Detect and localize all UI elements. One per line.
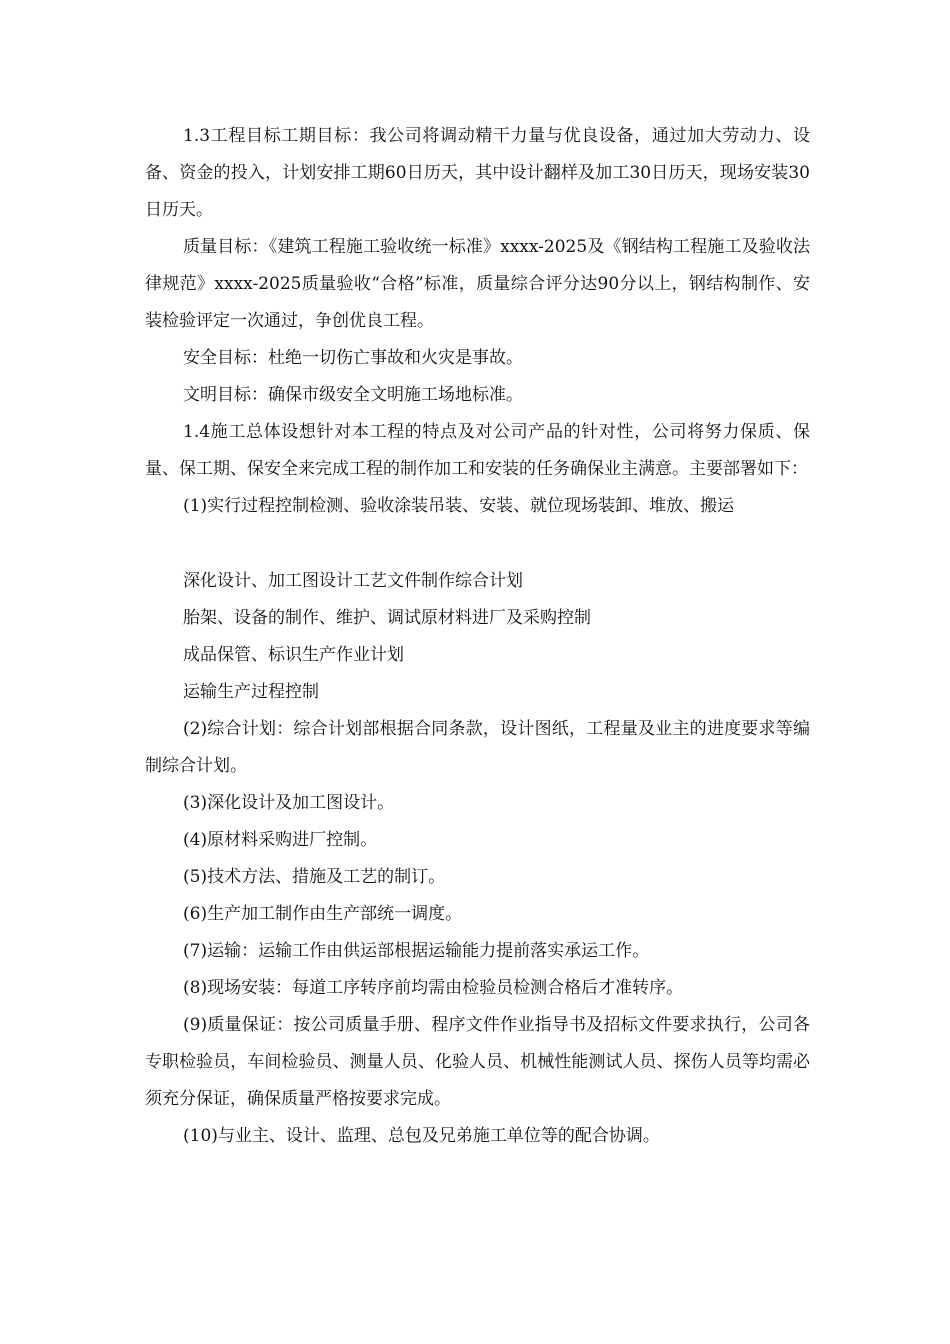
paragraph-item-9: (9)质量保证：按公司质量手册、程序文件作业指导书及招标文件要求执行，公司各专职检验员，车间检验员、测量人员、化验人员、机械性能测试人员、探伤人员等均需必须充分保证，确保质量严格按要求完成。 (145, 1015, 810, 1109)
paragraph-item-5: (5)技术方法、措施及工艺的制订。 (183, 867, 446, 887)
paragraph-item-2: (2)综合计划：综合计划部根据合同条款，设计图纸，工程量及业主的进度要求等编制综合计划。 (145, 719, 810, 776)
document-body (145, 118, 810, 1155)
flow-line-1: 深化设计、加工图设计工艺文件制作综合计划 (183, 571, 523, 591)
paragraph-item-4: (4)原材料采购进厂控制。 (183, 830, 378, 850)
paragraph-quality-goal: 质量目标：《建筑工程施工验收统一标准》xxxx-2025及《钢结构工程施工及验收法律规范》xxxx-2025质量验收“合格”标准，质量综合评分达90分以上，钢结构制作、安装检验评定一次通过，争创优良工程。 (145, 237, 810, 331)
paragraph-civilization-goal: 文明目标：确保市级安全文明施工场地标准。 (183, 385, 523, 405)
blank-gap (145, 525, 810, 563)
paragraph-item-10: (10)与业主、设计、监理、总包及兄弟施工单位等的配合协调。 (183, 1126, 660, 1146)
flow-line-2: 胎架、设备的制作、维护、调试原材料进厂及采购控制 (183, 608, 591, 628)
paragraph-overall-plan: 1.4施工总体设想针对本工程的特点及对公司产品的针对性，公司将努力保质、保量、保工期、保安全来完成工程的制作加工和安装的任务确保业主满意。主要部署如下： (145, 422, 810, 479)
paragraph-safety-goal: 安全目标：杜绝一切伤亡事故和火灾是事故。 (183, 348, 523, 368)
flow-line-3: 成品保管、标识生产作业计划 (183, 645, 404, 665)
paragraph-item-6: (6)生产加工制作由生产部统一调度。 (183, 904, 463, 924)
paragraph-item-8: (8)现场安装：每道工序转序前均需由检验员检测合格后才准转序。 (183, 978, 684, 998)
paragraph-item-7: (7)运输：运输工作由供运部根据运输能力提前落实承运工作。 (183, 941, 650, 961)
paragraph-item-1: (1)实行过程控制检测、验收涂装吊装、安装、就位现场装卸、堆放、搬运 (183, 496, 735, 516)
flow-line-4: 运输生产过程控制 (183, 682, 319, 702)
paragraph-item-3: (3)深化设计及加工图设计。 (183, 793, 395, 813)
paragraph-schedule-goal: 1.3工程目标工期目标：我公司将调动精干力量与优良设备，通过加大劳动力、设备、资金的投入，计划安排工期60日历天，其中设计翻样及加工30日历天，现场安装30日历天。 (145, 126, 810, 220)
